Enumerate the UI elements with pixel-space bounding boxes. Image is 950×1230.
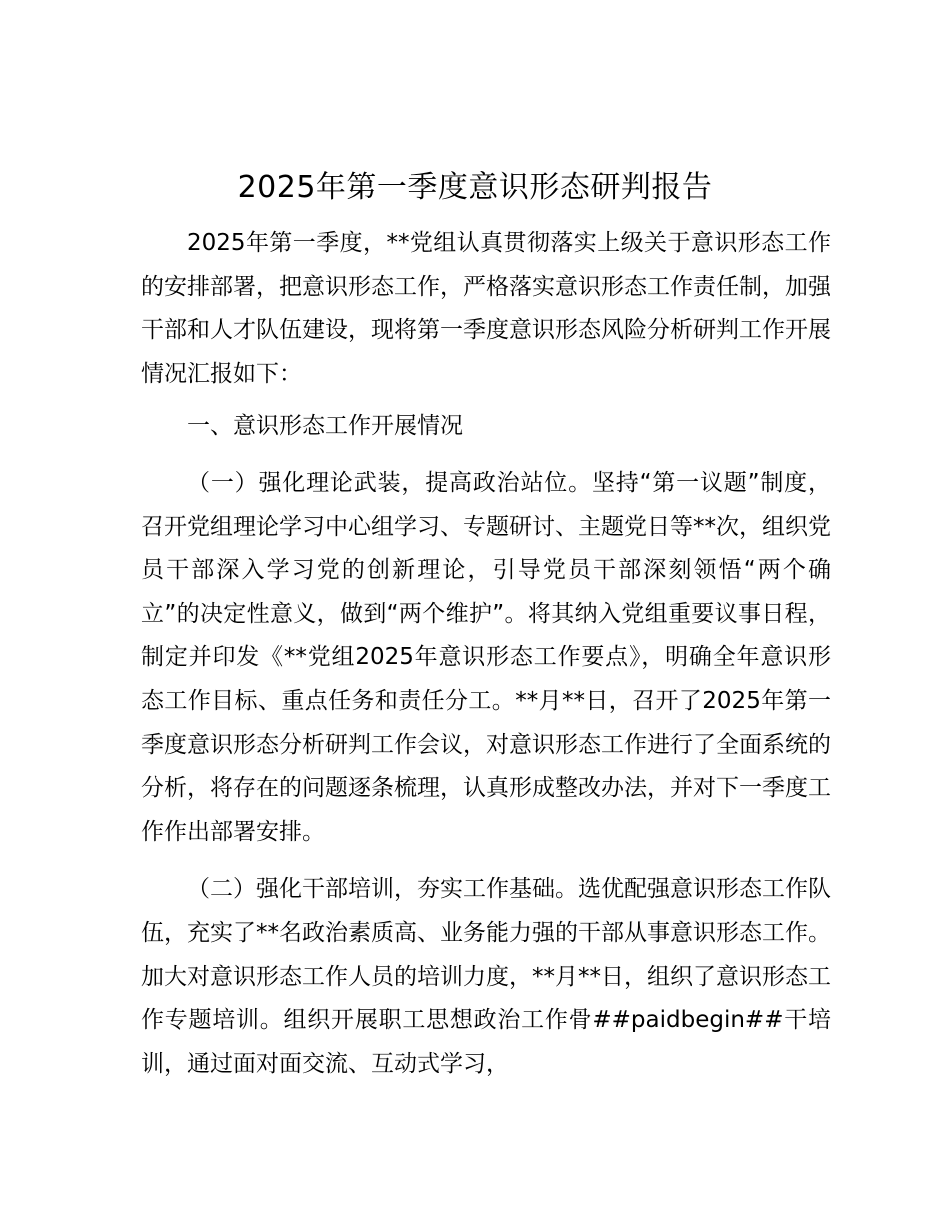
document-body xyxy=(141,222,831,1095)
subsection-paragraph-1: （一）强化理论武装，提高政治站位。坚持“第一议题”制度，召开党组理论学习中心组学习、专题研讨、主题党日等**次，组织党员干部深入学习党的创新理论，引导党员干部深刻领悟“两个确立”的决定性意义，做到“两个维护”。将其纳入党组重要议事日程，制定并印发《**党组2025年意识形态工作要点》，明确全年意识形态工作目标、重点任务和责任分工。**月**日，召开了2025年第一季度意识形态分析研判工作会议，对意识形态工作进行了全面系统的分析，将存在的问题逐条梳理，认真形成整改办法，并对下一季度工作作出部署安排。 xyxy=(141,469,831,845)
section-heading: 一、意识形态工作开展情况 xyxy=(187,413,463,440)
document-title: 2025年第一季度意识形态研判报告 xyxy=(237,170,713,205)
intro-paragraph: 2025年第一季度，**党组认真贯彻落实上级关于意识形态工作的安排部署，把意识形态工作，严格落实意识形态工作责任制，加强干部和人才队伍建设，现将第一季度意识形态风险分析研判工作开展情况汇报如下： xyxy=(141,230,831,387)
subsection-paragraph-2: （二）强化干部培训，夯实工作基础。选优配强意识形态工作队伍，充实了**名政治素质高、业务能力强的干部从事意识形态工作。加大对意识形态工作人员的培训力度，**月**日，组织了意识形态工作专题培训。组织开展职工思想政治工作骨##paidbegin##干培训，通过面对面交流、互动式学习， xyxy=(141,876,831,1077)
